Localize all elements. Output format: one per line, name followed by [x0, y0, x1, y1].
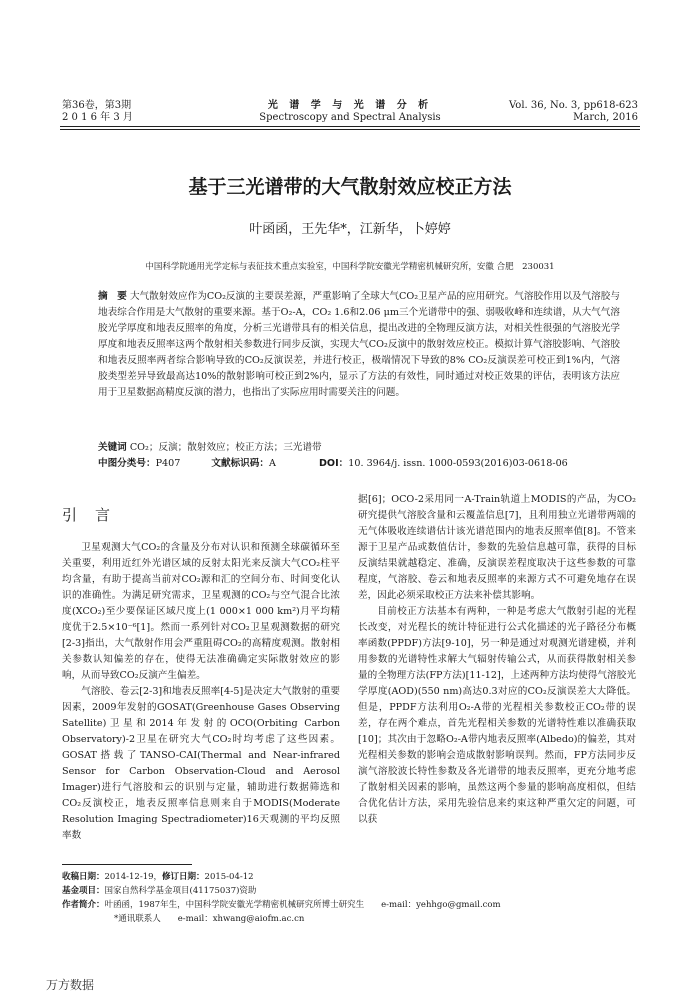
paper-title: 基于三光谱带的大气散射效应校正方法: [188, 176, 512, 198]
footnote-fund: [62, 884, 622, 898]
running-header-left: [62, 100, 133, 124]
classification-line: [98, 456, 620, 472]
doc-code-label: 文献标识码：: [211, 458, 269, 469]
doi-value: 10. 3964/j. issn. 1000-0593(2016)03-0618-06: [348, 458, 568, 469]
issue-date-en: March, 2016: [573, 112, 638, 123]
clc-label: 中图分类号：: [98, 458, 156, 469]
bio-text: 叶函函，1987年生，中国科学院安徽光学精密机械研究所博士研究生 e-mail：yehhgo@gmail.com: [104, 900, 501, 910]
doc-code-value: A: [268, 458, 276, 469]
footnote-bio: [62, 898, 622, 912]
fund-text: 国家自然科学基金项目(41175037)资助: [104, 886, 257, 896]
body-column-right: [358, 492, 636, 828]
abstract-label: 摘 要: [98, 291, 127, 302]
header-rule-top: [60, 126, 640, 127]
affiliation: 中国科学院通用光学定标与表征技术重点实验室，中国科学院安徽光学精密机械研究所，安徽 合肥 230031: [145, 262, 555, 272]
received-label: 收稿日期：: [62, 872, 105, 882]
received-date: 2014-12-19，: [104, 872, 163, 882]
issue-date: 2 0 1 6 年 3 月: [62, 112, 133, 123]
clc-value: P407: [155, 458, 181, 469]
volume-pages-en: Vol. 36, No. 3, pp618-623: [509, 100, 638, 111]
paragraph: 据[6]；OCO-2采用同一A-Train轨道上MODIS的产品，为CO₂研究提供气溶胶含量和云覆盖信息[7]，且利用独立光谱带两端的无气体吸收连续谱估计该光谱范围内的地表反照率值[8]。不管来源于卫星产品或数值估计，参数的先验信息越可靠，获得的目标反演结果就越稳定、准确，反演误差程度取决于这些参数的可靠程度，气溶胶、卷云和地表反照率的来源方式不可避免地存在误差，因此必须采取校正方法来补偿其影响。: [358, 494, 636, 601]
author-list: 叶函函，王先华*，江新华，卜婷婷: [249, 222, 451, 237]
volume-issue: 第36卷，第3期: [62, 100, 132, 111]
fund-label: 基金项目：: [62, 886, 105, 896]
footnote-dates: [62, 870, 622, 884]
revised-label: 修订日期：: [162, 872, 205, 882]
paragraph: 目前校正方法基本有两种，一种是考虑大气散射引起的光程长改变，对光程长的统计特征进行公式化描述的光子路径分布概率函数(PPDF)方法[9-10]，另一种是通过对观测光谱建模，并利用参数的光谱特性求解大气辐射传输公式，从而获得散射相关参量的全物理方法(FP方法)[11-12]，上述两种方法均使得气溶胶光学厚度(AOD)(550 nm)高达0.3对应的CO₂反演误差大大降低。但是，PPDF方法利用O₂-A带的光程相关参数校正CO₂带的误差，存在两个难点，首先光程相关参数的光谱特性难以准确获取[10]；其次由于忽略O₂-A带内地表反照率(Albedo)的偏差，其对光程相关参数的影响会造成散射影响误判。然而，FP方法同步反演气溶胶波长特性参数及各光谱带的地表反照率，更充分地考虑了散射相关因素的影响，虽然这两个参量的影响高度相似，但结合优化估计方法，采用先验信息来约束这种严重欠定的问题，可以获: [358, 606, 636, 825]
bio-label: 作者简介：: [62, 900, 105, 910]
footnote-corresponding: *通讯联系人 e-mail：xhwang@aiofm.ac.cn: [114, 914, 305, 924]
journal-name-en: Spectroscopy and Spectral Analysis: [259, 112, 441, 123]
keywords-label: 关键词: [98, 442, 127, 453]
header-rule-bottom: [60, 129, 640, 130]
revised-date: 2015-04-12: [204, 872, 254, 882]
wanfang-brand: 万方数据: [46, 978, 95, 992]
abstract: [98, 289, 620, 401]
running-header-right: [509, 100, 638, 124]
section-heading-introduction: 引言: [62, 506, 129, 524]
doi-label: DOI：: [318, 458, 349, 469]
keywords-text: CO₂；反演；散射效应；校正方法；三光谱带: [129, 442, 322, 453]
abstract-text: 大气散射效应作为CO₂反演的主要误差源，严重影响了全球大气CO₂卫星产品的应用研究。气溶胶作用以及气溶胶与地表综合作用是大气散射的重要来源。基于O₂-A，CO₂ 1.6和2.06 μm三个光谱带中的强、弱吸收峰和连续谱，从大气气溶胶光学厚度和地表反照率的角度，分析三光谱带具有的相关信息，提出改进的全物理反演方法，对相关性很强的气溶胶光学厚度和地表反照率这两个散射相关参数进行同步反演，实现大气CO₂反演中的散射效应校正。模拟计算气溶胶影响、气溶胶和地表反照率两者综合影响导致的CO₂反演误差，并进行校正，极端情况下导致的8% CO₂反演误差可校正到1%内，气溶胶类型差异导致最高达10%的散射影响可校正到2%内，显示了方法的有效性，同时通过对校正效果的评估，表明该方法应用于卫星数据高精度反演的潜力，也指出了实际应用时需要关注的问题。: [98, 291, 620, 398]
keywords: [98, 440, 620, 456]
running-header-journal: [200, 100, 500, 124]
paragraph: 气溶胶、卷云[2-3]和地表反照率[4-5]是决定大气散射的重要因素，2009年发射的GOSAT(Greenhouse Gases Observing Satellite)卫星和2014年发射的OCO(Orbiting Carbon Observatory)-2卫星在研究大气CO₂时均考虑了这些因素。GOSAT搭载了TANSO-CAI(Thermal and Near-infrared Sensor for Carbon Observation-Cloud and Aerosol Imager)进行气溶胶和云的识别与定量，辅助进行数据筛选和CO₂反演校正，地表反照率信息则来自于MODIS(Moderate Resolution Imaging Spectradiometer)16天观测的平均反照率数: [62, 686, 340, 841]
paragraph: 卫星观测大气CO₂的含量及分布对认识和预测全球碳循环至关重要，利用近红外光谱区域的反射太阳光来反演大气CO₂柱平均含量，有助于提高当前对CO₂源和汇的空间分布、时间变化认识的准确性。为满足研究需求，卫星观测的CO₂与空气混合比浓度(XCO₂)至少要保证区域尺度上(1 000×1 000 km²)月平均精度优于2.5×10⁻⁶[1]。然而一系列针对CO₂卫星观测数据的研究[2-3]指出，大气散射作用会严重阻碍CO₂的高精度观测。散射相关参数认知偏差的存在，使得无法准确确定实际散射效应的影响，从而导致CO₂反演产生偏差。: [62, 542, 340, 681]
journal-name-cn: 光 谱 学 与 光 谱 分 析: [267, 100, 433, 111]
footnote-rule: [62, 864, 192, 865]
body-column-left: [62, 540, 340, 844]
